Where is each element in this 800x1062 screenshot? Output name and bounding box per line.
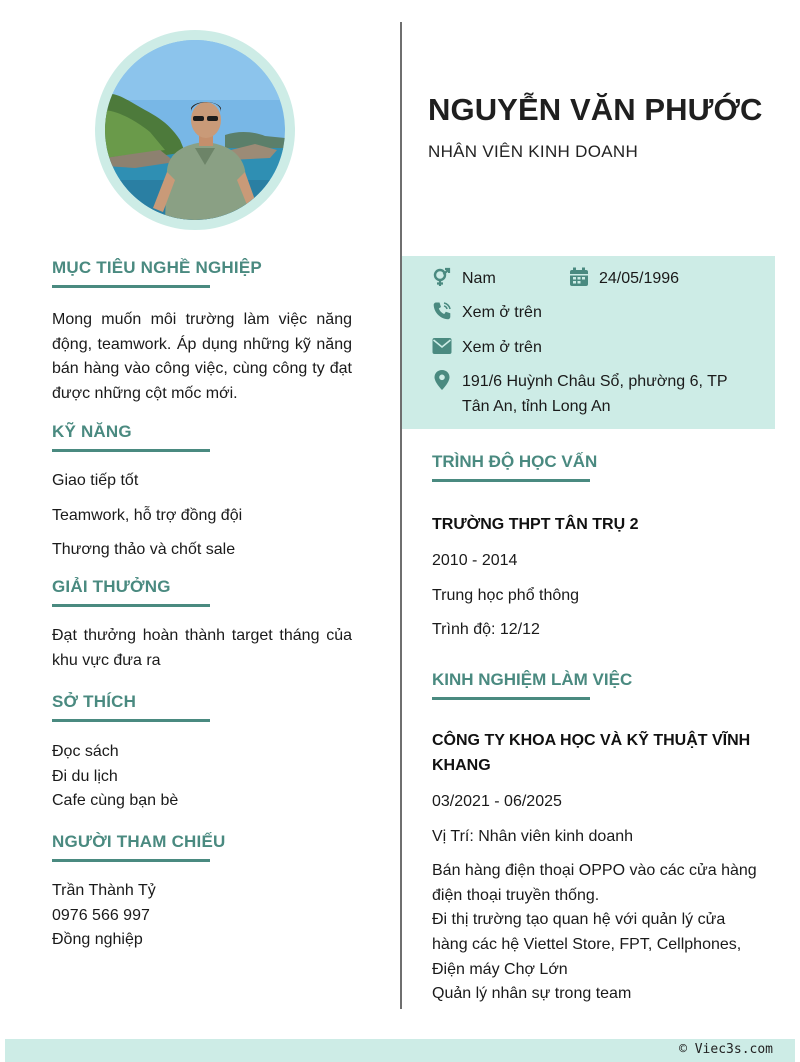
education-level: Trình độ: 12/12	[432, 621, 540, 639]
duty-item: Đi thị trường tạo quan hệ với quản lý cửa hàng các hệ Viettel Store, FPT, Cellphones, Điện máy Chợ Lớn	[432, 911, 742, 978]
references-section	[52, 832, 352, 953]
awards-section	[52, 577, 352, 673]
footer-watermark: © Viec3s.com	[679, 1042, 773, 1057]
education-period: 2010 - 2014	[432, 552, 518, 569]
education-school: TRƯỜNG THPT TÂN TRỤ 2	[432, 516, 639, 533]
education-underline	[432, 479, 590, 482]
gender-value: Nam	[462, 270, 496, 287]
skills-section	[52, 422, 352, 573]
objective-underline	[52, 285, 210, 288]
experience-period: 03/2021 - 06/2025	[432, 793, 562, 810]
education-program: Trung học phổ thông	[432, 586, 580, 604]
contact-email	[432, 335, 542, 360]
hobbies-section	[52, 692, 352, 814]
birthdate-value: 24/05/1996	[599, 270, 680, 287]
phone-icon	[432, 300, 452, 322]
gender-icon	[432, 266, 452, 288]
education-title: TRÌNH ĐỘ HỌC VẤN	[432, 452, 598, 471]
footer-bar	[5, 1039, 795, 1062]
hobbies-title: SỞ THÍCH	[52, 692, 137, 711]
experience-position: Vị Trí: Nhân viên kinh doanh	[432, 827, 634, 845]
contact-gender	[432, 266, 496, 291]
calendar-icon	[569, 266, 589, 288]
awards-title: GIẢI THƯỞNG	[52, 577, 171, 596]
contact-panel	[402, 256, 775, 429]
hobbies-list	[52, 740, 352, 814]
column-divider	[400, 22, 402, 1009]
experience-title: KINH NGHIỆM LÀM VIỆC	[432, 670, 633, 689]
duty-item: Quản lý nhân sự trong team	[432, 985, 632, 1003]
skill-item: Thương thảo và chốt sale	[52, 541, 236, 558]
duty-item: Bán hàng điện thoại OPPO vào các cửa hàng điện thoại truyền thống.	[432, 862, 757, 904]
skills-list	[52, 469, 352, 562]
awards-text: Đạt thưởng hoàn thành target tháng của khu vực đưa ra	[52, 627, 352, 669]
awards-underline	[52, 604, 210, 607]
reference-relation: Đồng nghiệp	[52, 931, 143, 949]
hobbies-underline	[52, 719, 210, 722]
reference-name: Trần Thành Tỷ	[52, 882, 156, 899]
skills-title: KỸ NĂNG	[52, 422, 132, 441]
experience-section	[432, 670, 762, 1007]
objective-text: Mong muốn môi trường làm việc năng động, teamwork. Áp dụng những kỹ năng bán hàng vào công việc, cùng công ty đạt được những cột mốc mới.	[52, 311, 352, 402]
experience-company: CÔNG TY KHOA HỌC VÀ KỸ THUẬT VĨNH KHANG	[432, 732, 751, 774]
experience-underline	[432, 697, 590, 700]
skill-item: Giao tiếp tốt	[52, 472, 139, 489]
contact-birthdate	[569, 266, 679, 291]
references-underline	[52, 859, 210, 862]
objective-section	[52, 258, 352, 406]
phone-value: Xem ở trên	[462, 304, 542, 321]
references-title: NGƯỜI THAM CHIẾU	[52, 832, 226, 851]
hobby-item: Đi du lịch	[52, 767, 118, 785]
experience-duties	[432, 859, 762, 1007]
candidate-role: NHÂN VIÊN KINH DOANH	[428, 142, 639, 161]
education-section	[432, 452, 762, 643]
email-icon	[432, 335, 452, 357]
reference-phone: 0976 566 997	[52, 906, 150, 924]
address-value: 191/6 Huỳnh Châu Sổ, phường 6, TP Tân An, tỉnh Long An	[462, 373, 728, 415]
hobby-item: Cafe cùng bạn bè	[52, 792, 179, 810]
email-value: Xem ở trên	[462, 339, 542, 356]
references-list	[52, 879, 352, 953]
contact-address	[432, 369, 762, 419]
candidate-name: NGUYỄN VĂN PHƯỚC	[428, 92, 763, 127]
contact-phone	[432, 300, 542, 325]
skills-underline	[52, 449, 210, 452]
location-icon	[432, 369, 452, 391]
skill-item: Teamwork, hỗ trợ đồng đội	[52, 506, 243, 524]
avatar	[105, 40, 285, 220]
objective-title: MỤC TIÊU NGHỀ NGHIỆP	[52, 258, 262, 277]
hobby-item: Đọc sách	[52, 743, 119, 760]
